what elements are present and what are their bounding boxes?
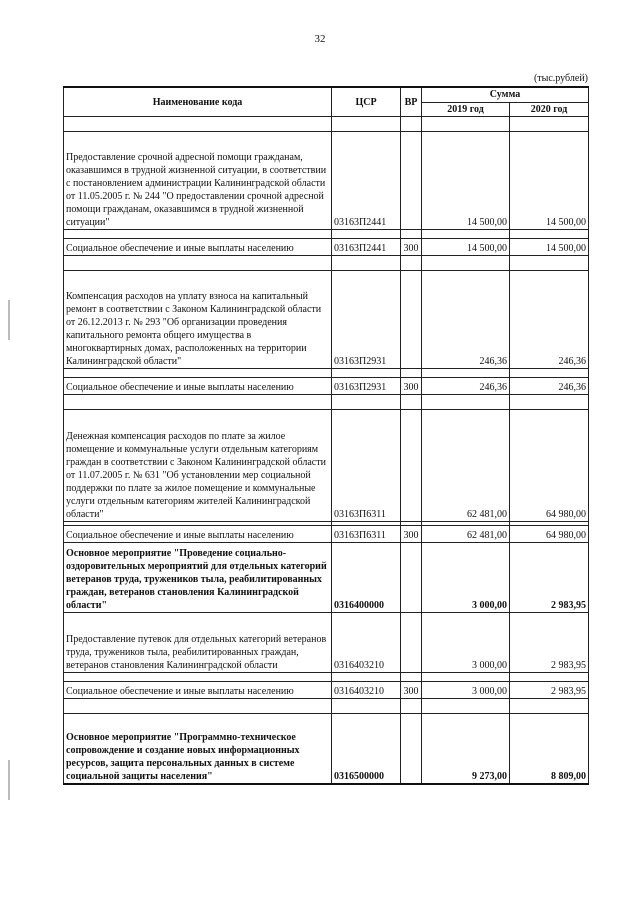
cell-vr	[401, 714, 422, 785]
spacer-cell	[332, 699, 401, 714]
cell-2020: 8 809,00	[510, 714, 589, 785]
table-row	[64, 132, 589, 230]
spacer-row	[64, 117, 589, 132]
spacer-cell	[510, 699, 589, 714]
spacer-cell	[510, 256, 589, 271]
cell-name: Компенсация расходов на уплату взноса на капитальный ремонт в соответствии с Законом Калининградской области от 26.12.2013 г. № 293 "Об организации проведения капитального ремонта общего имущества в многоквартирных домах, расположенных на территории Калининградской области"	[64, 271, 332, 369]
spacer-cell	[422, 369, 510, 378]
spacer-row	[64, 230, 589, 239]
spacer-cell	[332, 369, 401, 378]
spacer-cell	[422, 673, 510, 682]
table-body	[64, 117, 589, 785]
spacer-cell	[64, 395, 332, 410]
cell-vr: 300	[401, 526, 422, 543]
table-row	[64, 378, 589, 395]
spacer-cell	[64, 230, 332, 239]
cell-2020: 246,36	[510, 378, 589, 395]
cell-name: Социальное обеспечение и иные выплаты населению	[64, 682, 332, 699]
spacer-cell	[332, 256, 401, 271]
spacer-cell	[510, 395, 589, 410]
cell-csr: 03163П6311	[332, 526, 401, 543]
spacer-cell	[64, 699, 332, 714]
cell-csr: 0316403210	[332, 613, 401, 673]
cell-2020: 64 980,00	[510, 410, 589, 522]
budget-table	[63, 86, 589, 785]
cell-csr: 03163П2931	[332, 378, 401, 395]
cell-name: Денежная компенсация расходов по плате за жилое помещение и коммунальные услуги отдельным категориям граждан в соответствии с Законом Калининградской области от 11.07.2005 г. № 631 "Об установлении мер социальной поддержки по плате за жилое помещение и коммунальные услуги отдельным категориям жителей Калининградской области"	[64, 410, 332, 522]
header-year-2019: 2019 год	[422, 102, 510, 117]
table-row	[64, 410, 589, 522]
unit-note: (тыс.рублей)	[533, 73, 588, 84]
cell-csr: 0316400000	[332, 543, 401, 613]
table-header	[64, 87, 589, 117]
cell-name: Предоставление срочной адресной помощи гражданам, оказавшимся в трудной жизненной ситуации, в соответствии с постановлением администрации Калининградской области от 11.05.2005 г. № 244 "О предоставлении срочной адресной помощи гражданам, оказавшимся в трудной жизненной ситуации"	[64, 132, 332, 230]
cell-name: Основное мероприятие "Проведение социально-оздоровительных мероприятий для отдельных категорий ветеранов труда, тружеников тыла, реабилитированных граждан, ветеранов становления Калининградской области"	[64, 543, 332, 613]
cell-2019: 3 000,00	[422, 613, 510, 673]
table-row	[64, 543, 589, 613]
cell-csr: 0316500000	[332, 714, 401, 785]
spacer-cell	[401, 117, 422, 132]
cell-vr	[401, 543, 422, 613]
cell-2020: 2 983,95	[510, 543, 589, 613]
spacer-row	[64, 395, 589, 410]
spacer-cell	[510, 369, 589, 378]
header-vr: ВР	[401, 87, 422, 117]
spacer-cell	[332, 230, 401, 239]
cell-vr	[401, 132, 422, 230]
spacer-cell	[422, 256, 510, 271]
page-number: 32	[314, 33, 326, 45]
cell-csr: 03163П6311	[332, 410, 401, 522]
cell-2020: 2 983,95	[510, 613, 589, 673]
cell-2019: 246,36	[422, 271, 510, 369]
spacer-cell	[422, 395, 510, 410]
spacer-cell	[401, 230, 422, 239]
cell-2019: 3 000,00	[422, 682, 510, 699]
spacer-cell	[64, 673, 332, 682]
spacer-cell	[510, 117, 589, 132]
spacer-row	[64, 369, 589, 378]
cell-2019: 3 000,00	[422, 543, 510, 613]
cell-name: Социальное обеспечение и иные выплаты населению	[64, 378, 332, 395]
cell-vr: 300	[401, 239, 422, 256]
cell-vr	[401, 410, 422, 522]
spacer-cell	[510, 230, 589, 239]
cell-2020: 64 980,00	[510, 526, 589, 543]
spacer-cell	[401, 395, 422, 410]
cell-vr	[401, 271, 422, 369]
table-row	[64, 526, 589, 543]
cell-2019: 62 481,00	[422, 410, 510, 522]
table-row	[64, 271, 589, 369]
cell-2020: 2 983,95	[510, 682, 589, 699]
table-row	[64, 714, 589, 785]
spacer-cell	[401, 369, 422, 378]
cell-2019: 14 500,00	[422, 239, 510, 256]
cell-2019: 62 481,00	[422, 526, 510, 543]
cell-csr: 03163П2441	[332, 239, 401, 256]
spacer-row	[64, 699, 589, 714]
table-row	[64, 682, 589, 699]
spacer-cell	[332, 395, 401, 410]
binder-mark	[8, 300, 10, 340]
cell-vr	[401, 613, 422, 673]
table-row	[64, 239, 589, 256]
table-row	[64, 613, 589, 673]
spacer-cell	[422, 230, 510, 239]
spacer-cell	[401, 256, 422, 271]
cell-2019: 14 500,00	[422, 132, 510, 230]
cell-csr: 0316403210	[332, 682, 401, 699]
cell-csr: 03163П2931	[332, 271, 401, 369]
cell-2020: 14 500,00	[510, 132, 589, 230]
cell-2020: 14 500,00	[510, 239, 589, 256]
spacer-cell	[64, 369, 332, 378]
spacer-cell	[332, 673, 401, 682]
spacer-cell	[510, 673, 589, 682]
header-name: Наименование кода	[64, 87, 332, 117]
spacer-cell	[422, 117, 510, 132]
spacer-cell	[401, 673, 422, 682]
spacer-row	[64, 256, 589, 271]
cell-2020: 246,36	[510, 271, 589, 369]
header-csr: ЦСР	[332, 87, 401, 117]
cell-vr: 300	[401, 378, 422, 395]
cell-2019: 246,36	[422, 378, 510, 395]
spacer-cell	[64, 256, 332, 271]
spacer-cell	[401, 699, 422, 714]
cell-name: Социальное обеспечение и иные выплаты населению	[64, 239, 332, 256]
cell-2019: 9 273,00	[422, 714, 510, 785]
cell-vr: 300	[401, 682, 422, 699]
cell-csr: 03163П2441	[332, 132, 401, 230]
spacer-cell	[422, 699, 510, 714]
spacer-cell	[332, 117, 401, 132]
spacer-cell	[64, 117, 332, 132]
cell-name: Социальное обеспечение и иные выплаты населению	[64, 526, 332, 543]
binder-mark	[8, 760, 10, 800]
spacer-row	[64, 673, 589, 682]
header-sum: Сумма	[422, 87, 589, 102]
header-year-2020: 2020 год	[510, 102, 589, 117]
cell-name: Основное мероприятие "Программно-техническое сопровождение и создание новых информационных ресурсов, защита персональных данных в системе социальной защиты населения"	[64, 714, 332, 785]
cell-name: Предоставление путевок для отдельных категорий ветеранов труда, тружеников тыла, реабилитированных граждан, ветеранов становления Калининградской области	[64, 613, 332, 673]
